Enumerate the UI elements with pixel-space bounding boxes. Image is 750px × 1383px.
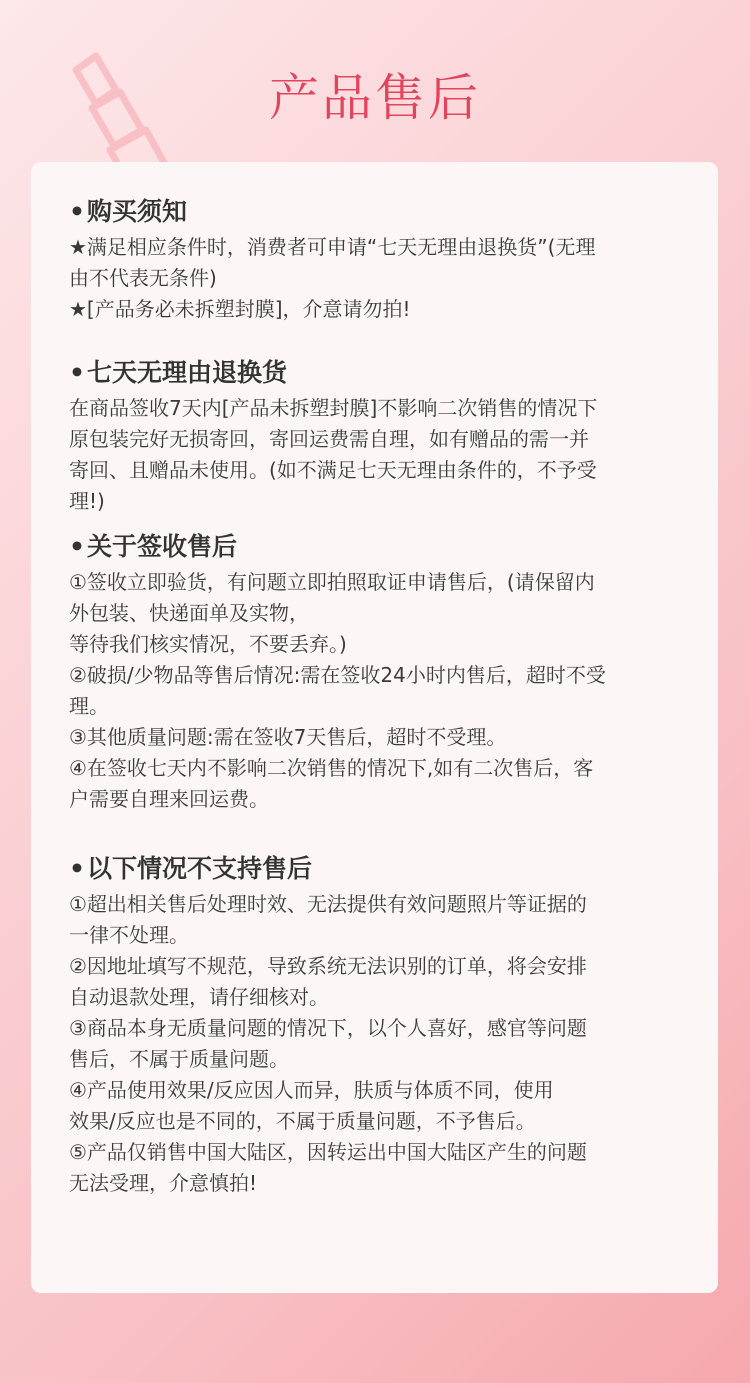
bullet: • (69, 197, 85, 226)
section-receipt-after-sales (69, 527, 688, 815)
notice-line: ①超出相关售后处理时效、无法提供有效问题照片等证据的 一律不处理。 (69, 892, 587, 947)
page-title: 产品售后 (269, 69, 481, 127)
section-heading: •购买须知 (69, 197, 187, 226)
notice-line: ①签收立即验货，有问题立即拍照取证申请售后，(请保留内 外包装、快递面单及实物， (69, 570, 595, 625)
notice-line: ②因地址填写不规范，导致系统无法识别的订单，将会安排 自动退款处理，请仔细核对。 (69, 954, 587, 1009)
section-heading: •关于签收售后 (69, 532, 237, 561)
section-unsupported-cases (69, 849, 688, 1199)
after-sales-card (31, 162, 718, 1293)
notice-line: ③其他质量问题:需在签收7天售后，超时不受理。 (69, 725, 507, 749)
section-heading: •七天无理由退换货 (69, 358, 287, 387)
bullet: • (69, 358, 85, 387)
notice-line: ③商品本身无质量问题的情况下，以个人喜好，感官等问题 售后，不属于质量问题。 (69, 1016, 587, 1071)
bullet: • (69, 854, 85, 883)
notice-line: 等待我们核实情况，不要丢弃。) (69, 632, 347, 656)
notice-line: ★[产品务必未拆塑封膜]，介意请勿拍! (69, 297, 411, 321)
notice-line: ④产品使用效果/反应因人而异，肤质与体质不同，使用 效果/反应也是不同的，不属于质量问题，不予售后。 (69, 1078, 554, 1133)
notice-line: ⑤产品仅销售中国大陆区，因转运出中国大陆区产生的问题 无法受理，介意慎拍! (69, 1140, 587, 1195)
notice-line: ④在签收七天内不影响二次销售的情况下,如有二次售后，客 户需要自理来回运费。 (69, 756, 594, 811)
section-purchase-notice (69, 192, 688, 325)
notice-line: ★满足相应条件时，消费者可申请“七天无理由退换货”(无理 由不代表无条件) (69, 235, 596, 290)
section-heading: •以下情况不支持售后 (69, 854, 312, 883)
notice-line: 在商品签收7天内[产品未拆塑封膜]不影响二次销售的情况下 原包装完好无损寄回，寄回运费需自理，如有赠品的需一并 寄回、且赠品未使用。(如不满足七天无理由条件的，不予受 理!) (69, 396, 598, 513)
bullet: • (69, 532, 85, 561)
section-seven-day-return (69, 353, 688, 517)
notice-line: ②破损/少物品等售后情况:需在签收24小时内售后，超时不受 理。 (69, 663, 606, 718)
